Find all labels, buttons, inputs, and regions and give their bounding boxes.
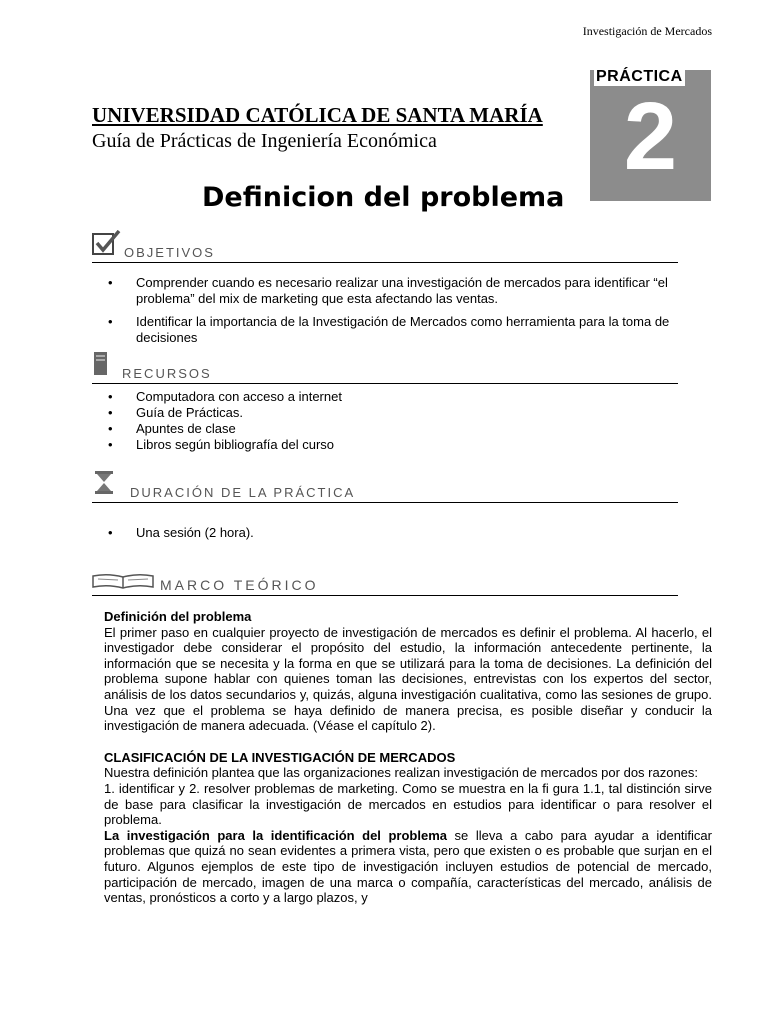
list-item: • Comprender cuando es necesario realizar una investigación de mercados para identificar “el problema” del mix de marketing que esta afectando las ventas. [108,275,698,307]
section-recursos-title: RECURSOS [122,366,212,381]
definition-paragraph: El primer paso en cualquier proyecto de investigación de mercados es definir el problema. Al hacerlo, el investigador debe considerar el propósito del estudio, la información antecedente pertinente, la información que se necesita y la forma en que se utilizará para la toma de decisiones. La definición del problema supone hablar con quienes toman las decisiones, entrevistas con los expertos del sector, análisis de los datos secundarios y, quizás, alguna investigación cualitativa, como las sesiones de grupo. Una vez que el problema se haya definido de manera precisa, es posible diseñar y conducir la investigación de manera adecuada. (Véase el capítulo 2). [104,624,712,734]
practice-badge [590,70,711,201]
running-header: Investigación de Mercados [582,24,712,38]
classification-paragraph: 1. identificar y 2. resolver problemas de marketing. Como se muestra en la fi gura 1.1, tal distinción sirve de base para clasificar la investigación de mercados en estudios para identificar o para resolver el problema. [104,780,712,828]
section-marco-header [92,571,678,596]
guide-title: Guía de Prácticas de Ingeniería Económica [92,130,437,152]
checkbox-icon [92,230,122,261]
badge-label: PRÁCTICA [596,68,683,85]
hourglass-icon [92,470,118,501]
section-marco-title: MARCO TEÓRICO [160,577,319,593]
open-book-icon [92,573,154,594]
classification-heading: CLASIFICACIÓN DE LA INVESTIGACIÓN DE MERCADOS [104,749,456,765]
section-objetivos-title: OBJETIVOS [124,245,215,260]
list-item: • Guía de Prácticas. [108,405,698,421]
section-duracion-header [92,478,678,503]
duracion-list [108,525,698,541]
list-item: • Apuntes de clase [108,421,698,437]
list-item: • Identificar la importancia de la Investigación de Mercados como herramienta para la toma de decisiones [108,314,698,346]
identification-bold-lead: La investigación para la identificación del problema [104,827,447,843]
page-title: Definicion del problema [202,182,565,213]
classification-intro: Nuestra definición plantea que las organizaciones realizan investigación de mercados por dos razones: [104,765,699,781]
objetivos-list [108,275,698,346]
list-item: • Libros según bibliografía del curso [108,437,698,453]
section-recursos-header [92,359,678,384]
marco-teorico-body [104,609,712,906]
university-name: UNIVERSIDAD CATÓLICA DE SANTA MARÍA [92,103,543,127]
badge-number: 2 [623,83,678,190]
section-duracion-title: DURACIÓN DE LA PRÁCTICA [130,485,356,500]
list-item: • Una sesión (2 hora). [108,525,698,541]
definition-heading: Definición del problema [104,609,252,624]
computer-tower-icon [92,351,110,382]
identification-paragraph [104,828,712,906]
list-item: • Computadora con acceso a internet [108,389,698,405]
recursos-list [108,389,698,453]
identification-text: se lleva a cabo para ayudar a identificar problemas que quizá no sean evidentes a primera vista, pero que existen o es probable que surjan en el futuro. Algunos ejemplos de este tipo de investigación incluyen estudios de potencial de mercado, participación de mercado, imagen de una marca o compañía, características del mercado, análisis de ventas, pronósticos a corto y a largo plazos, y [104,827,712,906]
section-objetivos-header [92,238,678,263]
